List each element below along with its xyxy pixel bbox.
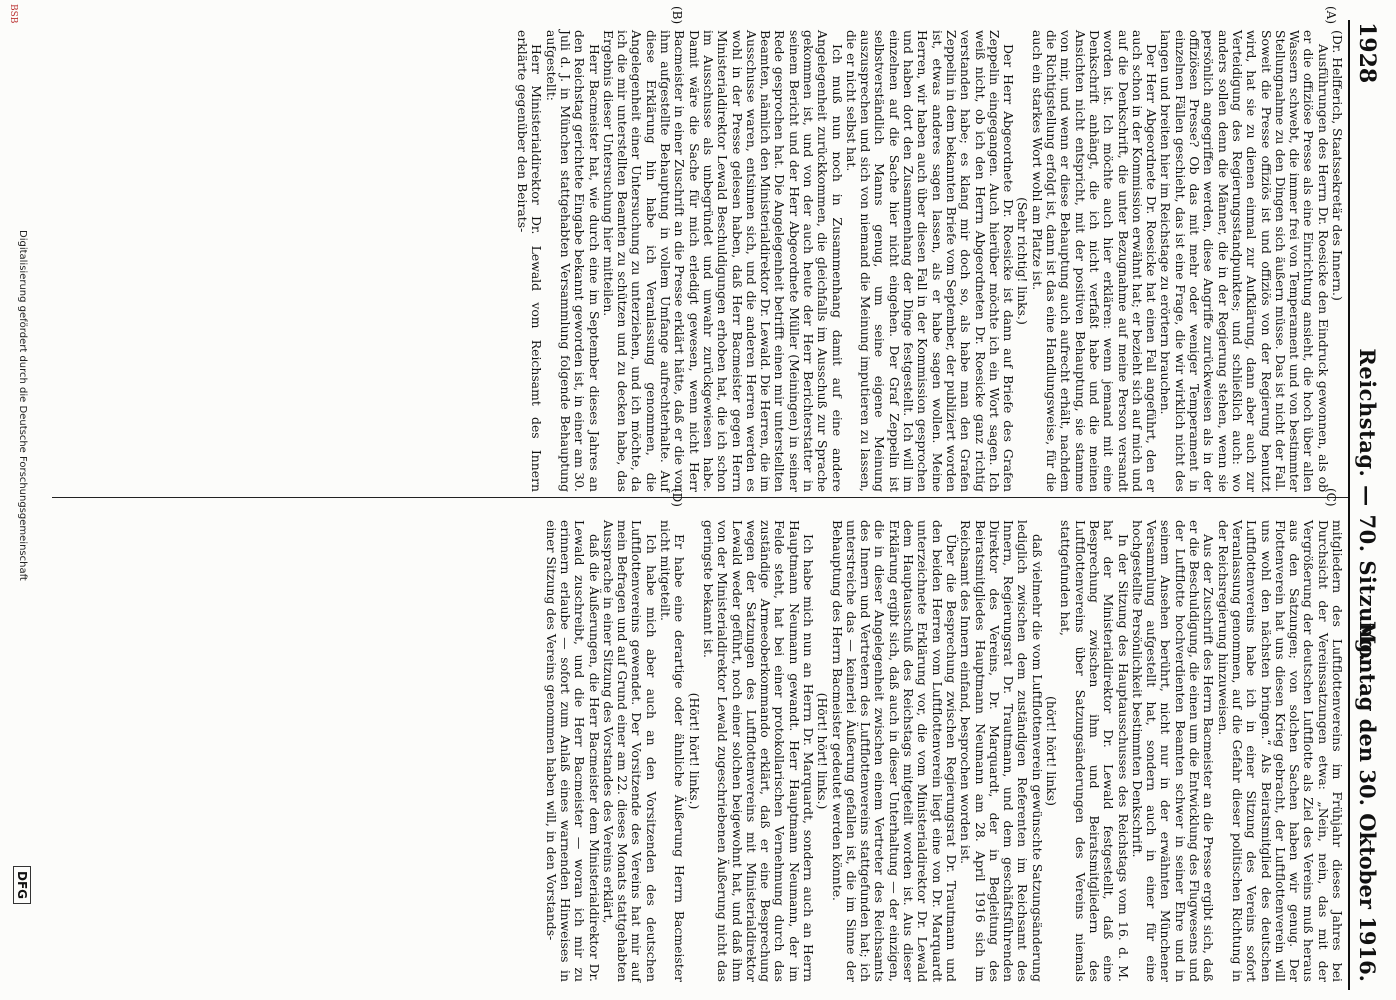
margin-marker-b: (B) bbox=[670, 6, 684, 25]
paragraph: In der Sitzung des Hauptausschusses des Reichstags vom 16. d. M. hat der Ministerialdirektor Dr. Lewald festgestellt, daß eine Besprechung zwischen ihm und Beiratsmitgliedern des Luftflottenvereins über Satzungsänderungen des Vereins niemals stattgefunden hat, bbox=[1058, 520, 1131, 982]
right-column bbox=[543, 520, 1344, 982]
paragraph: Aus der Zuschrift des Herrn Bacmeister an die Presse ergibt sich, daß er die Beschuldigung, die einen um die Entwicklung des Flugwesens und der Luftflotte hochverdienten Beamten schwer in seiner Ehre und in seinem Ansehen berührt, nicht nur in der erwähnten Münchener Versammlung aufgestellt hat, sondern auch in einer für eine hochgestellte Persönlichkeit bestimmten Denkschrift. bbox=[1129, 520, 1217, 982]
paragraph: Ausführungen des Herrn Dr. Roesicke den Eindruck gewonnen, als ob er die offiziöse Presse als eine Einrichtung ansieht, die hoch über allen Wassern schwebt, die immer frei von Temperament und von bestimmter Stellungnahme zu den Dingen sich äußern müsse. Das ist nicht der Fall. Soweit die Presse offiziös ist und offiziös von der Regierung benutzt wird, hat sie zu dienen einmal zur Aufklärung, dann aber auch zur Verteidigung des Regierungsstandpunktes; und schließlich auch: wo anders sollen denn die Männer, die in der Regierung stehen, wenn sie persönlich angegriffen werden, diese Angriffe zurückweisen als in der offiziösen Presse? Ob das mit mehr oder weniger Temperament in einzelnen Fällen geschieht, das ist eine Frage, die wir wirklich nicht des langen und breiten hier im Reichstage zu erörtern brauchen. bbox=[1158, 30, 1331, 492]
paragraph: Herr Bacmeister hat, wie durch eine im September dieses Jahres an den Reichstag gerichtete Eingabe bekannt geworden ist, in einer am 30. Juli d. J. in München stattgehabten Versammlung folgende Behauptung aufgestellt: bbox=[543, 30, 602, 492]
left-column bbox=[515, 30, 1344, 492]
margin-marker-a: (A) bbox=[1324, 6, 1338, 25]
reaction: (Hört! hört! links.) bbox=[686, 692, 702, 810]
header-title: Reichstag. — 70. Sitzung. bbox=[1355, 348, 1380, 662]
paragraph: Ich muß nun noch in Zusammenhang damit auf eine andere Angelegenheit zurückkommen, die gleichfalls im Ausschuß zur Sprache gekommen ist, und von der auch heute der Herr Berichterstatter in seinem Bericht und der Herr Abgeordnete Müller (Meiningen) in seiner Rede gesprochen hat. Die Angelegenheit betrifft einen mir unterstellten Beamten, nämlich den Ministerialdirektor Dr. Lewald. Die Herren, die im Ausschusse waren, entsinnen sich, und die anderen Herren werden es wohl in der Presse gelesen haben, daß Herr Bacmeister gegen Herrn Ministerialdirektor Lewald Beschuldigungen erhoben hat, die ich schon im Ausschusse als unbegründet und unwahr zurückgewiesen habe. Damit wäre die Sache für mich erledigt gewesen, wenn nicht Herr Bacmeister in einer Zuschrift an die Presse erklärt hätte, daß er die von ihm aufgestellte Behauptung in vollem Umfange aufrechterhalte. Auf diese Erklärung hin habe ich Veranlassung genommen, die Angelegenheit einer Untersuchung zu unterziehen, und ich möchte, da ich die mir unterstellten Beamten zu schützen und zu decken habe, das Ergebnis dieser Untersuchung hier mitteilen. bbox=[600, 30, 845, 492]
paragraph: Der Herr Abgeordnete Dr. Roesicke ist dann auf Briefe des Grafen Zeppelin eingegangen. Auch hierüber möchte ich ein Wort sagen. Ich weiß nicht, ob ich den Herrn Abgeordneten Dr. Roesicke ganz richtig verstanden habe; es klang mir doch so, als habe man den Grafen Zeppelin in dem bekannten Briefe vom September, der publiziert worden ist, etwas anderes sagen lassen, als er habe sagen wollen. Meine Herren, wir haben auch über diesen Fall in der Kommission gesprochen und haben dort den Zusammenhang der Dinge festgestellt. Ich will im einzelnen auf die Sache hier nicht eingehen. Der Graf Zeppelin ist selbstverständlich Manns genug, um seine eigene Meinung auszusprechen und sich von niemand die Meinung imputieren zu lassen, die er nicht selbst hat. bbox=[843, 30, 1017, 492]
page-number: 1928 bbox=[1354, 22, 1380, 84]
paragraph: daß die Äußerungen, die Herr Bacmeister dem Ministerialdirektor Dr. Lewald zuschreibt, und die Herr Bacmeister — woran ich mir zu erinnern erlaube — sofort zum Anlaß eines warnenden Hinweises in einer Sitzung des Vereins genommen haben will, in den Vorstands- bbox=[543, 520, 602, 982]
dfg-logo bbox=[8, 850, 36, 920]
paragraph: Ich habe mich aber auch an den Vorsitzenden des deutschen Luftflottenvereins gewendet. Der Vorsitzende des Vereins hat mir auf mein Befragen und auf Grund einer am 22. dieses Monats stattgehabten Aussprache in einer Sitzung des Vorstandes des Vereins erklärt, bbox=[600, 520, 659, 982]
paragraph: Der Herr Abgeordnete Dr. Roesicke hat einen Fall angeführt, den er auch schon in der Kommission erwähnt hat; er bezieht sich auf mich und auf die Denkschrift, die unter Bezugnahme auf meine Person versandt worden ist. Ich möchte auch hier erklären: wenn jemand mit eine Denkschrift anhängt, die ich nicht verfaßt habe und die meinen Ansichten nicht entspricht, mit der positiven Behauptung, sie stamme von mir, und wenn er diese Behauptung auch aufrecht erhält, nachdem die Richtigstellung erfolgt ist, dann ist das eine Handlungsweise, für die auch ein starkes Wort wohl am Platze ist. bbox=[1029, 30, 1160, 492]
dfg-credit: Digitalisierung gefördert durch die Deutsche Forschungsgemeinschaft bbox=[17, 230, 28, 581]
reaction: (hört! hört! links) bbox=[1044, 696, 1060, 806]
margin-marker-d: (D) bbox=[670, 488, 684, 507]
paragraph: Ich habe mich nun an Herrn Dr. Marquardt, sondern auch an Herrn Hauptmann Neumann gewandt. Herr Hauptmann Neumann, der im Felde steht, hat bei einer protokollarischen Vernehmung durch das zuständige Armeeoberkommando erklärt, daß er eine Besprechung wegen der Satzungen des Luftflottenvereins mit Ministerialdirektor Lewald weder geführt, noch einer solchen beigewohnt hat, und daß ihm von der Ministerialdirektor Lewald zugeschriebenen Äußerung nicht das geringste bekannt ist. bbox=[700, 520, 817, 982]
paragraph: Er habe eine derartige oder ähnliche Äußerung Herrn Bacmeister nicht mitgeteilt. bbox=[658, 520, 688, 982]
paragraph: mitgliedern des Luftflottenvereins im Frühjahr dieses Jahres bei Durchsicht der Vereinssatzungen etwa: „Nein, nein, das mit der Vergrößerung der deutschen Luftflotte als Ziel des Vereins muß heraus aus den Satzungen; von solchen Sachen haben wir genug. Der Flottenverein hat uns diesen Krieg gebracht, der Luftflottenverein will uns wohl den nächsten bringen.“ Als Beiratsmitglied des deutschen Luftflottenvereins habe ich in einer Sitzung des Vereins sofort Veranlassung genommen, auf die Gefahr dieser politischen Richtung in der Reichsregierung hinzuweisen. bbox=[1215, 520, 1345, 982]
reaction: (Hört! hört! links.) bbox=[815, 692, 831, 810]
header-date: Montag den 30. Oktober 1916. bbox=[1355, 620, 1380, 982]
paragraph: daß vielmehr die vom Luftflottenverein gewünschte Satzungsänderung lediglich zwischen dem zuständigen Referenten im Reichsamt des Innern, Regierungsrat Dr. Trautmann, und dem geschäftsführenden Direktor des Vereins, Dr. Marquardt, der in Begleitung des Beiratsmitgliedes Hauptmann Neumann am 28. April 1916 sich im Reichsamt des Innern einfand, besprochen worden ist. bbox=[958, 520, 1045, 982]
paragraph: Über die Besprechung zwischen Regierungsrat Dr. Trautmann und den beiden Herren vom Luftflottenverein liegt eine von Dr. Marquardt unterzeichnete Erklärung vor, die vom Ministerialdirektor Dr. Lewald dem Hauptausschuß des Reichstags mitgeteilt worden ist. Aus dieser Erklärung ergibt sich, daß auch in dieser Unterhaltung — der einzigen, die in dieser Angelegenheit zwischen einem Vertreter des Reichsamts des Innern und Vertretern des Luftflottenvereins stattgefunden hat; ich unterstreiche das — keinerlei Äußerung gefallen ist, die im Sinne der Behauptung des Herrn Bacmeister gedeutet werden könnte. bbox=[829, 520, 959, 982]
page-header bbox=[1348, 20, 1386, 990]
speaker-line: (Dr. Helfferich, Staatssekretär des Innern.) bbox=[1330, 30, 1345, 301]
column-divider bbox=[52, 497, 1348, 498]
quoted-paragraph: Herr Ministerialdirektor Dr. Lewald vom Reichsamt des Innern erklärte gegenüber den Beirats- bbox=[515, 30, 545, 492]
margin-marker-c: (C) bbox=[1324, 488, 1338, 507]
library-stamp: BSB bbox=[8, 4, 18, 24]
dfg-logo-text: DFG bbox=[13, 866, 31, 904]
reaction: (Sehr richtig! links.) bbox=[1015, 197, 1031, 325]
